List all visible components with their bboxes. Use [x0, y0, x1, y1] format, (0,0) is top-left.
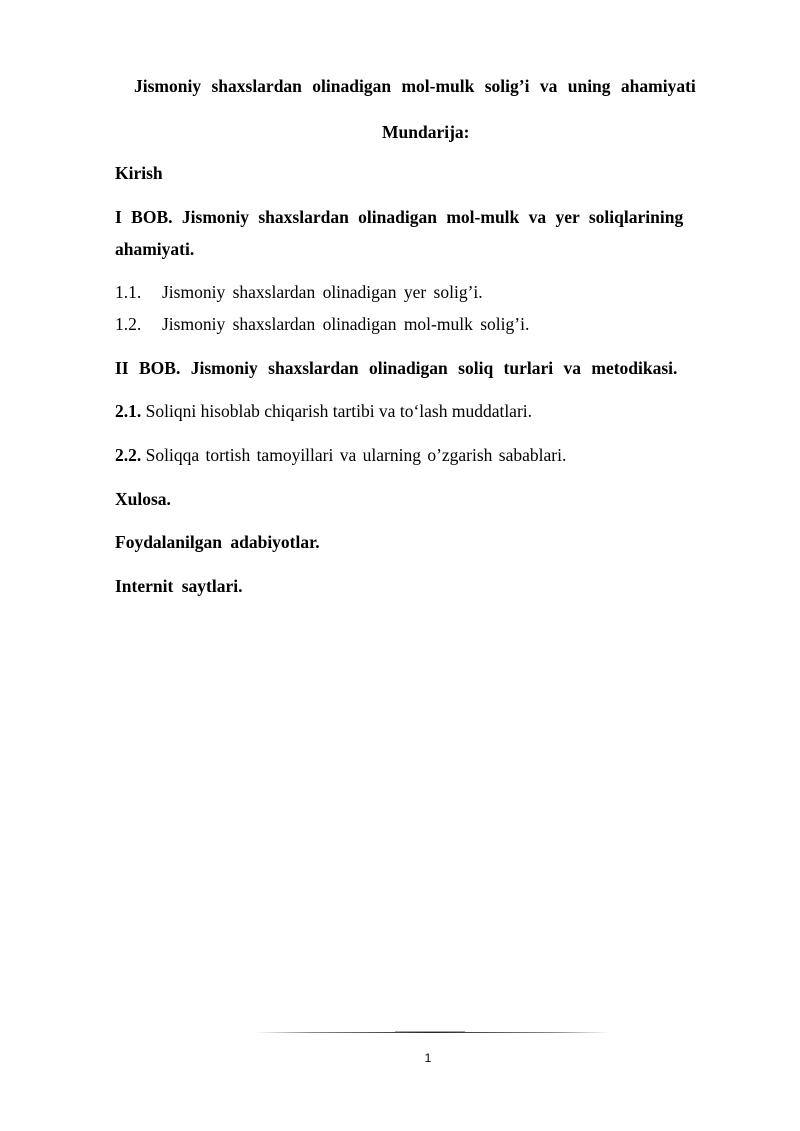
footer-divider: [255, 1031, 610, 1034]
page-number: 1: [424, 1051, 432, 1065]
section-title: Soliqqa tortish tamoyillari va ularning o’zgarish sabablari.: [145, 445, 567, 465]
section-number: 2.2.: [115, 445, 142, 465]
toc-item-websites: Internit saytlari.: [115, 576, 243, 596]
toc-section-1-1: [115, 284, 483, 302]
toc-section-2-2: [115, 447, 566, 465]
toc-chapter-2-heading: II BOB. Jismoniy shaxslardan olinadigan soliq turlari va metodikasi.: [115, 358, 678, 378]
toc-section-1-2: [115, 316, 529, 334]
toc-heading: Mundarija:: [382, 122, 470, 142]
toc-item-conclusion: Xulosa.: [115, 489, 171, 509]
toc-chapter-1-heading: I BOB. Jismoniy shaxslardan olinadigan mol-mulk va yer soliqlarining: [115, 207, 684, 227]
section-title: Soliqni hisoblab chiqarish tartibi va to‘lash muddatlari.: [145, 401, 533, 421]
toc-chapter-1-heading-continued: ahamiyati.: [115, 239, 195, 259]
section-title: Jismoniy shaxslardan olinadigan mol-mulk solig’i.: [162, 314, 530, 334]
toc-section-2-1: [115, 403, 532, 421]
document-title: Jismoniy shaxslardan olinadigan mol-mulk solig’i va uning ahamiyati: [134, 76, 696, 96]
toc-item-intro: Kirish: [115, 163, 163, 183]
section-number: 1.2.: [115, 314, 142, 334]
section-number: 1.1.: [115, 282, 142, 302]
section-number: 2.1.: [115, 401, 142, 421]
section-title: Jismoniy shaxslardan olinadigan yer solig’i.: [162, 282, 483, 302]
toc-item-references: Foydalanilgan adabiyotlar.: [115, 532, 320, 552]
